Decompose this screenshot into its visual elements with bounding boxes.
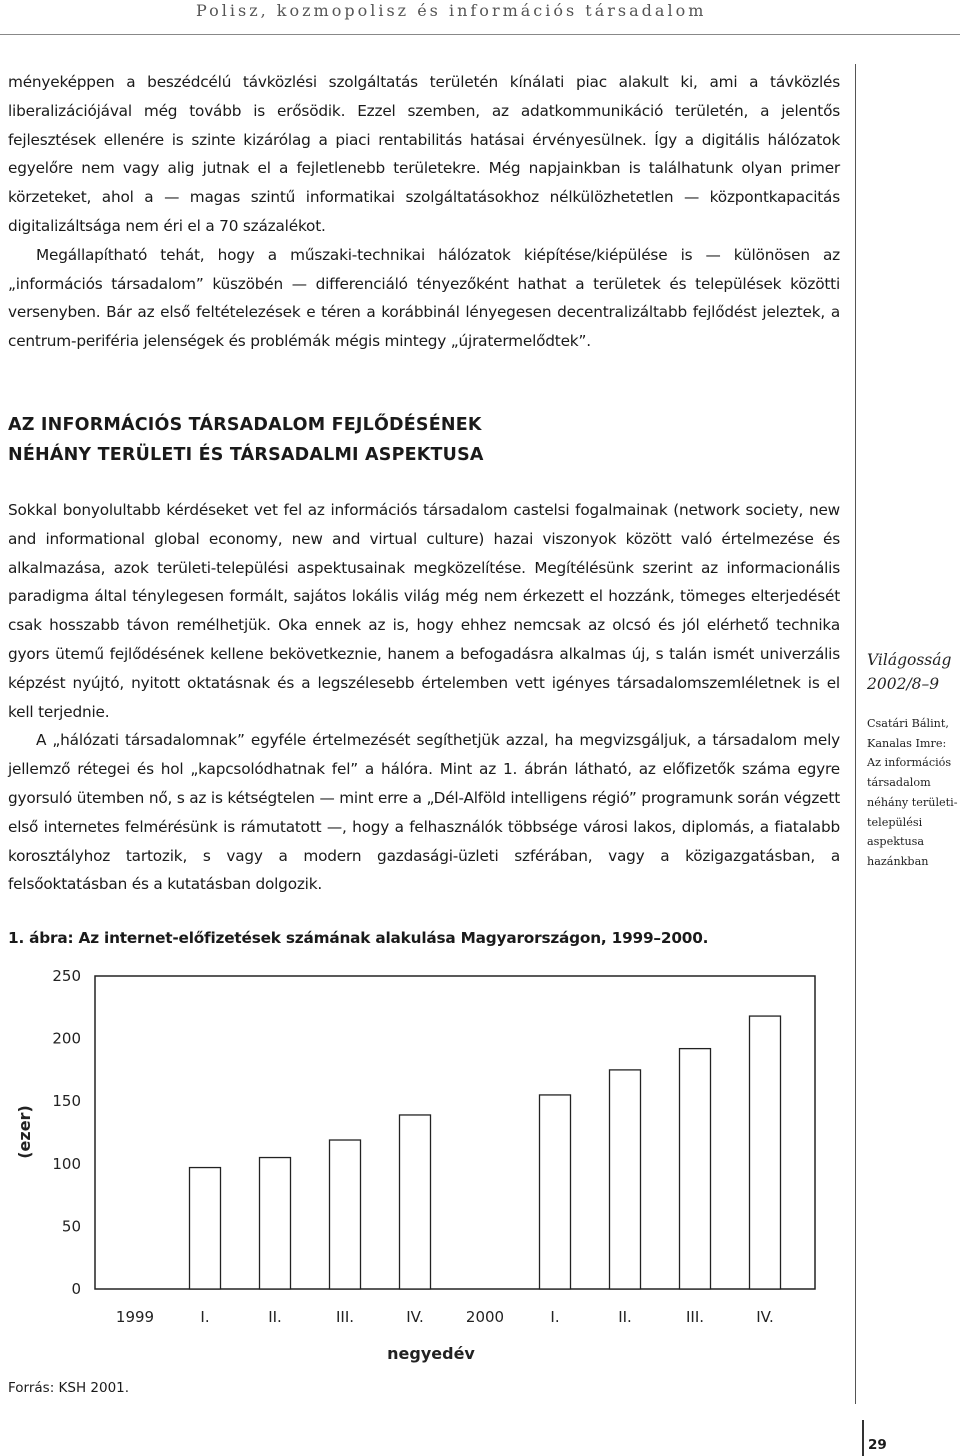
intro-paragraph-2: Megállapítható tehát, hogy a műszaki-technikai hálózatok kiépítése/kiépülése is — különösen az „információs társadalom” küszöbén — differenciáló tényezőként hathat a területek és települések közötti versenyben. Bár az első feltételezések e téren a korábbinál lényegesen decentralizáltabb fejlődést jeleztek, a centrum-periféria jelenségek és problémák mégis mintegy „újratermelődtek”.: [8, 245, 840, 351]
section-heading: [8, 410, 768, 470]
sidebar: [867, 648, 959, 872]
y-tick-label: 100: [52, 1154, 81, 1173]
y-tick-label: 0: [71, 1280, 81, 1298]
sidebar-article-info: [867, 714, 959, 872]
section-heading-line-1: AZ INFORMÁCIÓS TÁRSADALOM FEJLŐDÉSÉNEK: [8, 415, 482, 435]
column-rule: [855, 64, 856, 1404]
y-tick-label: 50: [61, 1217, 81, 1236]
sidebar-line: társadalom: [867, 776, 931, 790]
bar: [610, 1070, 641, 1289]
x-tick-label: II.: [618, 1308, 632, 1326]
x-axis-title: negyedév: [387, 1344, 475, 1363]
sidebar-line: aspektusa: [867, 835, 925, 849]
body-paragraph-2: A „hálózati társadalomnak” egyféle értelmezését segíthetjük azzal, ha megvizsgáljuk, a társadalom mely jellemző rétegei és hol „kapcsolódhatnak fel” a hálóra. Mint az 1. ábrán látható, az előfizetők száma egyre gyorsuló ütemben nő, s az is kétségtelen — mint erre a „Dél-Alföld intelligens régió” programunk során végzett első internetes felmérésünk is rámutatott —, hogy a felhasználók többsége városi lakos, diplomás, a fiatalabb korosztályhoz tartozik, s vagy a modern gazdasági-üzleti szférában, vagy a közigazgatásban, a felsőoktatásban és a kutatásban dolgozik.: [8, 731, 840, 894]
bar: [750, 1016, 781, 1289]
sidebar-line: Az információs: [867, 756, 952, 770]
x-year-label: 1999: [115, 1308, 155, 1326]
sidebar-line: települési: [867, 815, 923, 829]
bar: [190, 1168, 221, 1289]
bar: [680, 1049, 711, 1289]
sidebar-line: Kanalas Imre:: [867, 736, 947, 750]
sidebar-line: néhány területi-: [867, 795, 958, 809]
bar: [400, 1115, 431, 1289]
figure-source: Forrás: KSH 2001.: [8, 1380, 130, 1396]
x-tick-label: IV.: [756, 1308, 774, 1326]
running-head: Polisz, kozmopolisz és információs társadalom: [196, 1, 707, 20]
chart-svg: [0, 950, 850, 1370]
bar: [260, 1158, 291, 1289]
chart: [0, 950, 850, 1370]
intro-text: [8, 68, 840, 356]
figure-caption: 1. ábra: Az internet-előfizetések számának alakulása Magyarországon, 1999–2000.: [8, 929, 709, 947]
body-paragraph-1: Sokkal bonyolultabb kérdéseket vet fel az információs társadalom castelsi fogalmainak (network society, new and informational global economy, new and virtual culture) hazai viszonyok között való értelmezése és alkalmazása, azok területi-települési aspektusainak megközelítése. Megítélésünk szerint az informacionális paradigma által ténylegesen formált, sajátos lokális világ még nem érkezett el hozzánk, tömeges elterjedését csak hosszabb távon remélhetjük. Oka ennek az is, hogy ehhez nemcsak az olcsó és jól elérhető technika gyors ütemű fejlődésének kellene bekövetkeznie, hanem a befogadásra alkalmas új, s talán ismét univerzális képzést nyújtó, nyitott oktatásnak és a legszélesebb értelemben vett igényes társadalomszemléletnek is el kell terjednie.: [8, 501, 840, 721]
header-rule: [0, 34, 960, 35]
y-tick-label: 200: [52, 1029, 81, 1048]
section-heading-line-2: NÉHÁNY TERÜLETI ÉS TÁRSADALMI ASPEKTUSA: [8, 445, 484, 465]
x-tick-label: IV.: [406, 1308, 424, 1326]
intro-paragraph-1: ményeképpen a beszédcélú távközlési szolgáltatás területén kínálati piac alakult ki, ami a távközlés liberalizációjával még tovább is erősödik. Ezzel szemben, az adatkommunikáció területén, a jelentős fejlesztések ellenére is szinte kizárólag a piaci rentabilitás hatásai érvényesülnek. Így a digitális hálózatok egyelőre nem vagy alig jutnak el a fejletlenebb területekre. Még napjainkban is találhatunk olyan primer körzeteket, ahol a — magas szintű informatikai szolgáltatásokhoz nélkülözhetetlen — központkapacitás digitalizáltsága nem éri el a 70 százalékot.: [8, 73, 840, 235]
body-text: [8, 496, 840, 899]
page-number: 29: [868, 1437, 887, 1453]
bar: [540, 1095, 571, 1289]
x-year-label: 2000: [465, 1308, 505, 1326]
page-number-rule: [862, 1420, 864, 1456]
sidebar-line: Csatári Bálint,: [867, 717, 949, 730]
x-tick-label: II.: [268, 1308, 282, 1326]
bar: [330, 1140, 361, 1289]
sidebar-journal: Világosság: [867, 651, 952, 669]
sidebar-line: hazánkban: [867, 854, 929, 868]
y-axis-title: (ezer): [15, 1105, 34, 1159]
sidebar-issue: 2002/8–9: [867, 675, 940, 693]
x-tick-label: I.: [200, 1308, 210, 1326]
y-tick-label: 250: [52, 967, 81, 985]
y-tick-label: 150: [52, 1092, 81, 1111]
x-tick-label: I.: [550, 1308, 560, 1326]
page-number-box: [862, 1420, 960, 1456]
x-tick-label: III.: [335, 1308, 355, 1326]
x-tick-label: III.: [685, 1308, 705, 1326]
